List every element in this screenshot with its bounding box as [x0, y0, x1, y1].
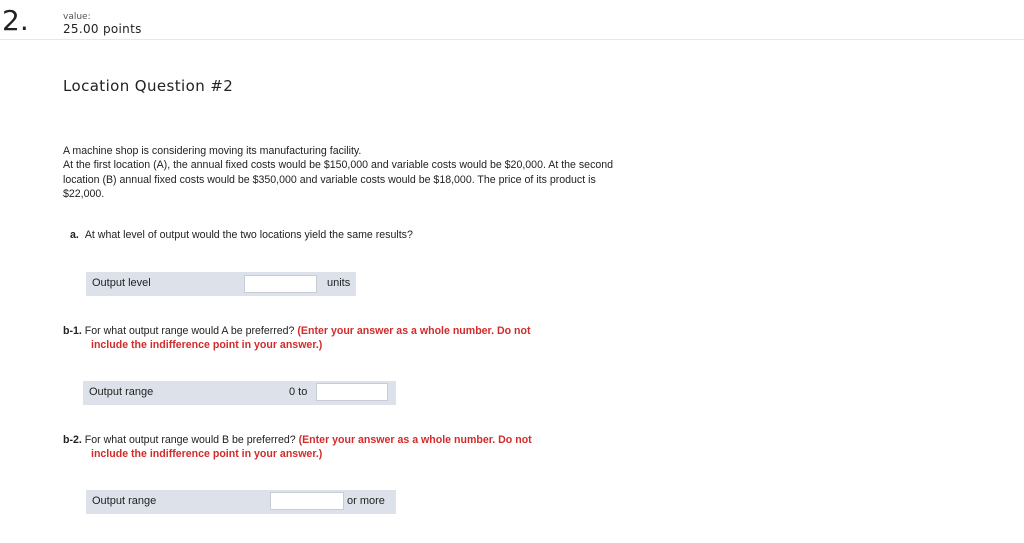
output-range-a-label: Output range — [89, 386, 154, 398]
part-b2-instruction-cont: include the indifference point in your answer.) — [91, 448, 323, 460]
value-label: value: — [63, 12, 91, 22]
part-b1-instruction-cont: include the indifference point in your answer.) — [91, 339, 323, 351]
units-label: units — [327, 277, 351, 289]
part-b2-question — [63, 433, 633, 461]
part-b2-text: For what output range would B be preferred? — [84, 434, 296, 446]
output-range-b-input[interactable] — [270, 492, 344, 510]
output-level-row — [86, 272, 356, 296]
part-b1-label: b-1. — [63, 325, 82, 337]
part-a-text: At what level of output would the two locations yield the same results? — [84, 229, 413, 241]
output-level-input[interactable] — [244, 275, 317, 293]
header-divider — [0, 39, 1024, 40]
range-suffix-label: or more — [347, 495, 385, 507]
problem-line-2: At the first location (A), the annual fixed costs would be $150,000 and variable costs would be $20,000. At the second location (B) annual fixed costs would be $350,000 and variable costs would be $18,000. The price of its product is $22,000. — [63, 159, 614, 201]
range-prefix-label: 0 to — [289, 386, 308, 398]
part-b2-instruction: (Enter your answer as a whole number. Do not — [298, 434, 532, 446]
problem-statement — [63, 144, 633, 202]
output-range-b-row — [86, 490, 396, 514]
output-range-b-label: Output range — [92, 495, 157, 507]
part-b1-text: For what output range would A be preferred? — [84, 325, 295, 337]
output-range-a-input[interactable] — [316, 383, 388, 401]
part-a-question — [70, 229, 413, 241]
part-b2-label: b-2. — [63, 434, 82, 446]
part-a-label: a. — [70, 229, 79, 241]
question-number: 2. — [2, 4, 29, 37]
problem-line-1: A machine shop is considering moving its manufacturing facility. — [63, 145, 362, 157]
question-title: Location Question #2 — [63, 77, 234, 95]
output-range-a-row — [83, 381, 396, 405]
output-level-label: Output level — [92, 277, 151, 289]
part-b1-instruction: (Enter your answer as a whole number. Do not — [297, 325, 531, 337]
points-value: 25.00 points — [63, 22, 142, 36]
part-b1-question — [63, 324, 633, 352]
